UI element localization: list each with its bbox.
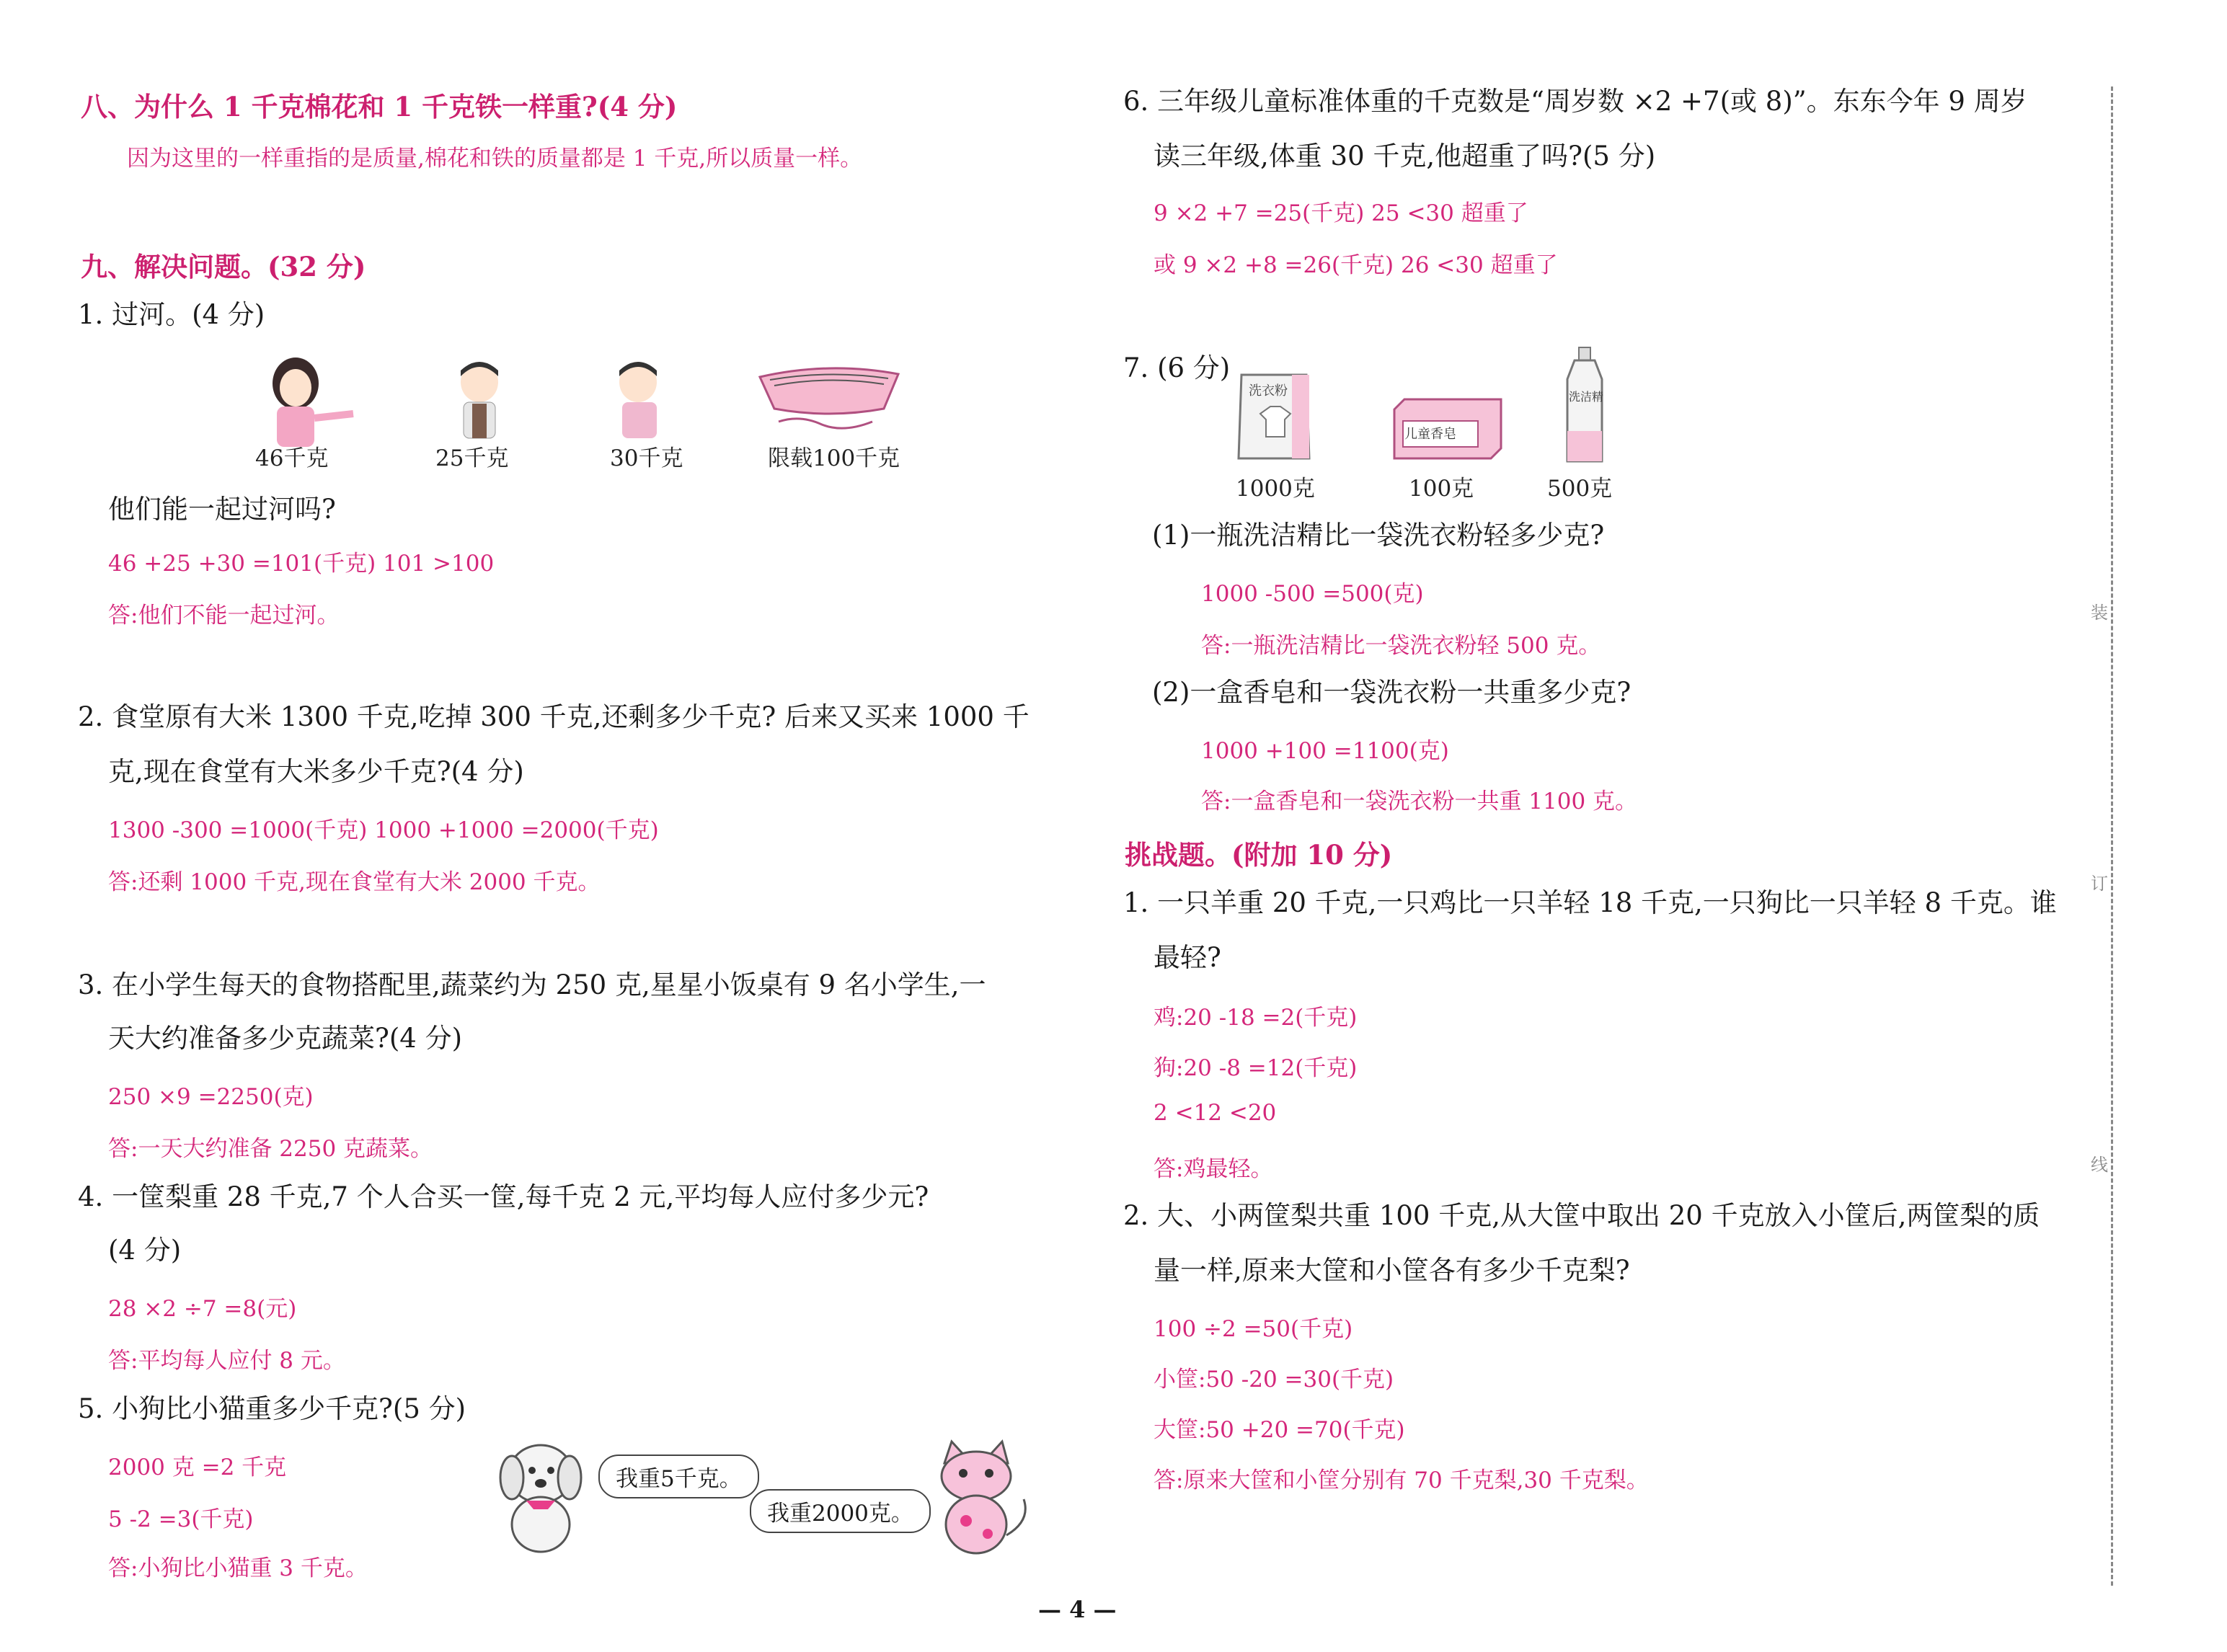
section9-heading: 九、解决问题。(32 分) [81, 251, 366, 283]
q2-line-1: 2. 食堂原有大米 1300 千克,吃掉 300 千克,还剩多少千克? 后来又买来 1000 千 [78, 701, 1030, 732]
section8-heading: 八、为什么 1 千克棉花和 1 千克铁一样重?(4 分) [81, 91, 678, 123]
detergent-bag-text: 洗衣粉 [1249, 383, 1288, 399]
page-number: — 4 — [1038, 1596, 1117, 1623]
q1-answer-1: 46 +25 +30 =101(千克) 101 >100 [108, 551, 495, 577]
dish-soap-bottle-text: 洗洁精 [1569, 390, 1604, 404]
boy2-illustration [602, 353, 681, 440]
q7-sub1-answer-1: 1000 -500 =500(克) [1201, 581, 1424, 607]
binding-char-1: 装 [2091, 603, 2108, 623]
q2-answer-1: 1300 -300 =1000(千克) 1000 +1000 =2000(千克) [108, 817, 659, 843]
q7-sub1-answer-2: 答:一瓶洗洁精比一袋洗衣粉轻 500 克。 [1201, 633, 1601, 659]
girl-weight-label: 46千克 [255, 445, 329, 471]
challenge-heading: 挑战题。(附加 10 分) [1125, 839, 1393, 871]
q3-answer-1: 250 ×9 =2250(克) [108, 1084, 314, 1110]
c2-answer-3: 大筐:50 +20 =70(千克) [1154, 1417, 1405, 1443]
q6-line-1: 6. 三年级儿童标准体重的千克数是“周岁数 ×2 +7(或 8)”。东东今年 9 周岁 [1123, 86, 2027, 117]
q7-sub2-answer-1: 1000 +100 =1100(克) [1201, 738, 1449, 764]
q5-answer-2: 5 -2 =3(千克) [108, 1506, 254, 1532]
c2-line-1: 2. 大、小两筐梨共重 100 千克,从大筐中取出 20 千克放入小筐后,两筐梨的质 [1123, 1200, 2040, 1231]
dish-soap-weight-label: 500克 [1547, 476, 1613, 502]
q4-answer-1: 28 ×2 ÷7 =8(元) [108, 1296, 297, 1322]
c1-line-2: 最轻? [1154, 942, 1221, 973]
dish-soap-bottle-illustration [1563, 345, 1606, 467]
q7-title: 7. (6 分) [1123, 352, 1231, 383]
cat-illustration [923, 1442, 1038, 1557]
q6-answer-1: 9 ×2 +7 =25(千克) 25 <30 超重了 [1154, 200, 1528, 226]
section8-answer: 因为这里的一样重指的是质量,棉花和铁的质量都是 1 千克,所以质量一样。 [127, 146, 863, 172]
cat-speech-bubble: 我重2000克。 [750, 1489, 931, 1533]
boy1-weight-label: 25千克 [435, 445, 509, 471]
boy1-illustration [443, 353, 523, 440]
q4-answer-2: 答:平均每人应付 8 元。 [108, 1348, 345, 1374]
soap-weight-label: 100克 [1409, 476, 1474, 502]
q7-sub2-answer-2: 答:一盒香皂和一袋洗衣粉一共重 1100 克。 [1201, 789, 1638, 814]
q2-answer-2: 答:还剩 1000 千克,现在食堂有大米 2000 千克。 [108, 869, 601, 895]
c2-answer-1: 100 ÷2 =50(千克) [1154, 1316, 1353, 1342]
soap-box-text: 儿童香皂 [1404, 427, 1456, 442]
boy2-weight-label: 30千克 [610, 445, 683, 471]
q6-line-2: 读三年级,体重 30 千克,他超重了吗?(5 分) [1154, 141, 1656, 172]
c2-answer-4: 答:原来大筐和小筐分别有 70 千克梨,30 千克梨。 [1154, 1467, 1649, 1493]
binding-char-3: 线 [2091, 1155, 2108, 1175]
c2-line-2: 量一样,原来大筐和小筐各有多少千克梨? [1154, 1255, 1630, 1286]
q7-sub1: (1)一瓶洗洁精比一袋洗衣粉轻多少克? [1152, 520, 1605, 551]
binding-char-2: 订 [2091, 874, 2108, 894]
boat-limit-label: 限载100千克 [768, 445, 900, 471]
q7-sub2: (2)一盒香皂和一袋洗衣粉一共重多少克? [1152, 677, 1631, 708]
q1-answer-2: 答:他们不能一起过河。 [108, 603, 340, 629]
q3-line-2: 天大约准备多少克蔬菜?(4 分) [108, 1023, 463, 1054]
q5-answer-1: 2000 克 =2 千克 [108, 1455, 287, 1480]
q3-answer-2: 答:一天大约准备 2250 克蔬菜。 [108, 1136, 433, 1162]
c2-answer-2: 小筐:50 -20 =30(千克) [1154, 1367, 1394, 1393]
c1-line-1: 1. 一只羊重 20 千克,一只鸡比一只羊轻 18 千克,一只狗比一只羊轻 8 千克。谁 [1123, 887, 2057, 918]
q4-line-2: (4 分) [108, 1235, 182, 1266]
c1-answer-1: 鸡:20 -18 =2(千克) [1154, 1005, 1358, 1031]
boat-illustration [757, 364, 901, 436]
c1-answer-2: 狗:20 -8 =12(千克) [1154, 1055, 1358, 1081]
girl-illustration [252, 353, 360, 447]
binding-dashed-line [2111, 86, 2113, 1586]
q5-title: 5. 小狗比小猫重多少千克?(5 分) [78, 1393, 466, 1424]
dog-speech-bubble: 我重5千克。 [598, 1455, 759, 1498]
q5-answer-3: 答:小狗比小猫重 3 千克。 [108, 1555, 368, 1581]
q2-line-2: 克,现在食堂有大米多少千克?(4 分) [108, 756, 524, 787]
c1-answer-4: 答:鸡最轻。 [1154, 1156, 1273, 1182]
q1-question: 他们能一起过河吗? [108, 494, 336, 525]
q1-title: 1. 过河。(4 分) [78, 299, 265, 330]
q4-line-1: 4. 一筐梨重 28 千克,7 个人合买一筐,每千克 2 元,平均每人应付多少元? [78, 1181, 929, 1212]
detergent-weight-label: 1000克 [1236, 476, 1315, 502]
q3-line-1: 3. 在小学生每天的食物搭配里,蔬菜约为 250 克,星星小饭桌有 9 名小学生,一 [78, 969, 986, 1000]
dog-illustration [490, 1434, 591, 1557]
q6-answer-2: 或 9 ×2 +8 =26(千克) 26 <30 超重了 [1154, 252, 1558, 278]
c1-answer-3: 2 <12 <20 [1154, 1100, 1277, 1126]
